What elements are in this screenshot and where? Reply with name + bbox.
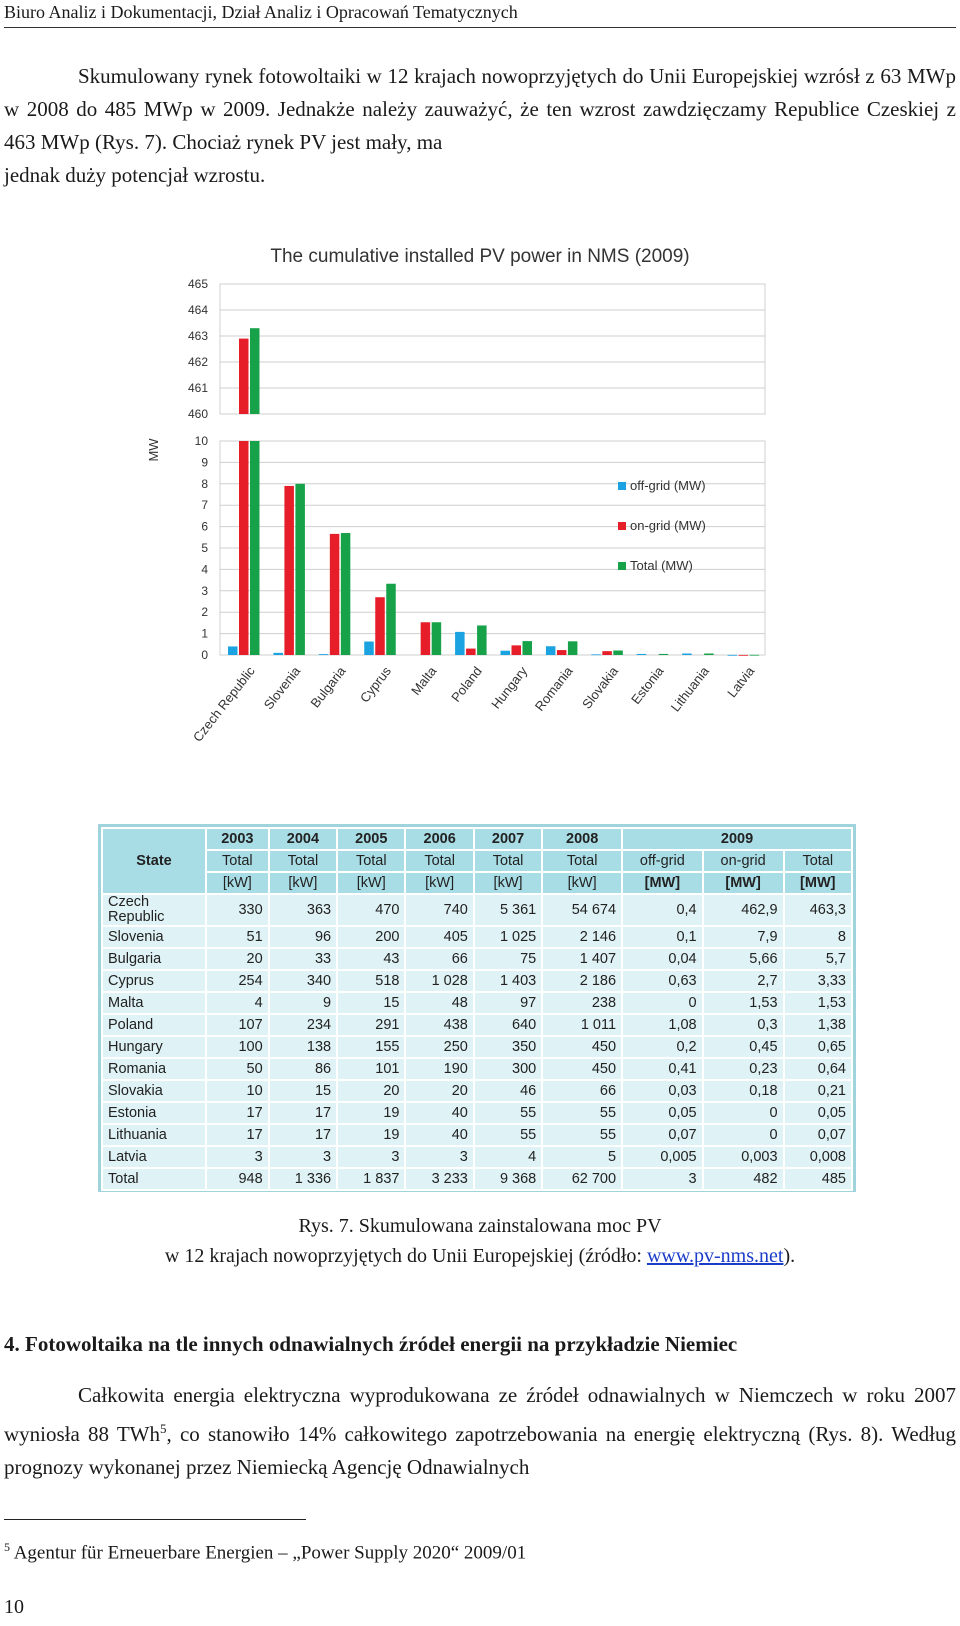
table-cell-state [102, 948, 206, 970]
figure-caption-line-1: Rys. 7. Skumulowana zainstalowana moc PV [298, 1215, 662, 1237]
table-cell: 46 [474, 1080, 542, 1102]
y-axis-label: MW [146, 438, 161, 462]
table-cell: 450 [542, 1036, 622, 1058]
table-cell: 0,005 [622, 1146, 703, 1168]
table-unit-mw: [MW] [622, 872, 703, 894]
page-number: 10 [4, 1596, 24, 1618]
table-cell: 200 [337, 926, 405, 948]
bar-2 [704, 654, 714, 655]
table-cell: 1,38 [784, 1014, 852, 1036]
table-cell: 640 [474, 1014, 542, 1036]
intro-line-1: Skumulowany rynek fotowoltaiki w 12 krajach nowoprzyjętych do Unii Europejskiej [78, 64, 799, 88]
table-unit-kw: [kW] [542, 872, 622, 894]
legend-label: on-grid (MW) [630, 518, 706, 533]
footnote-divider [4, 1519, 306, 1520]
bar-1 [421, 622, 431, 655]
bar-2 [523, 641, 533, 655]
table-cell: 15 [337, 992, 405, 1014]
bar-0 [682, 654, 692, 655]
table-unit-mw: [MW] [784, 872, 852, 894]
table-cell: 62 700 [542, 1168, 622, 1190]
section-line-1: Całkowita energia elektryczna wyprodukowana ze źródeł odnawialnych w Niemczech [78, 1383, 834, 1407]
table-cell: 10 [206, 1080, 269, 1102]
table-cell: 19 [337, 1124, 405, 1146]
table-cell: 0,63 [622, 970, 703, 992]
table-row [102, 926, 852, 948]
bar-1 [284, 486, 294, 655]
table-cell-state [102, 992, 206, 1014]
table-cell: 8 [784, 926, 852, 948]
bar-0 [364, 642, 374, 655]
figure-caption-line-2 [0, 1245, 960, 1268]
table-cell: 66 [542, 1080, 622, 1102]
table-header-total-2009: Total [784, 850, 852, 872]
table-cell: 5 361 [474, 894, 542, 926]
table-cell-state [102, 1058, 206, 1080]
table-cell: 33 [269, 948, 337, 970]
table-cell: 300 [474, 1058, 542, 1080]
table-cell: 54 674 [542, 894, 622, 926]
bar-2-upper [250, 328, 260, 414]
table-cell: 7,9 [703, 926, 784, 948]
table-cell-state [102, 1080, 206, 1102]
table-row [102, 948, 852, 970]
table-cell: 1 837 [337, 1168, 405, 1190]
table-cell: 9 368 [474, 1168, 542, 1190]
state-name: Bulgaria [108, 950, 162, 967]
table-cell: 5,7 [784, 948, 852, 970]
table-cell: 97 [474, 992, 542, 1014]
state-name: Lithuania [108, 1126, 167, 1143]
footnote [4, 1540, 526, 1564]
intro-line-4: jednak duży potencjał wzrostu. [4, 163, 266, 187]
table-unit-kw: [kW] [474, 872, 542, 894]
bar-2 [568, 641, 578, 655]
state-name: Latvia [108, 1148, 147, 1165]
state-name: Total [108, 1170, 139, 1187]
bar-0 [728, 655, 738, 656]
table-cell: 250 [405, 1036, 473, 1058]
bar-0 [591, 654, 601, 655]
state-name: Romania [108, 1060, 167, 1077]
caption-suffix: ). [783, 1245, 796, 1267]
table-cell: 0,04 [622, 948, 703, 970]
state-name: Cyprus [108, 972, 154, 989]
source-link[interactable]: www.pv-nms.net [646, 1245, 784, 1267]
table-body [102, 894, 852, 1190]
x-tick-label: Czech Republic [189, 663, 258, 745]
table-cell: 291 [337, 1014, 405, 1036]
bar-2 [750, 655, 760, 656]
table-cell: 450 [542, 1058, 622, 1080]
table-header-off-grid: off-grid [622, 850, 703, 872]
state-name: Republic [108, 909, 165, 925]
section-heading: 4. Fotowoltaika na tle innych odnawialnych źródeł energii na przykładzie Niemiec [4, 1332, 738, 1356]
y-tick-label: 5 [201, 541, 208, 555]
bar-2 [295, 484, 305, 655]
table-cell: 1 011 [542, 1014, 622, 1036]
x-tick-label: Estonia [628, 663, 667, 708]
table-cell: 3 [269, 1146, 337, 1168]
table-cell: 0,64 [784, 1058, 852, 1080]
section-line-3: elektryczną (Rys. 8). Według prognozy wykonanej przez Niemiecką Agencję Odnawialnych [4, 1422, 957, 1479]
y-tick-label: 465 [187, 277, 208, 291]
table-cell: 0,3 [703, 1014, 784, 1036]
bar-2 [659, 654, 669, 655]
table-cell: 17 [269, 1124, 337, 1146]
table-unit-mw: [MW] [703, 872, 784, 894]
table-cell: 405 [405, 926, 473, 948]
plot-area-upper [220, 284, 765, 414]
table-cell: 155 [337, 1036, 405, 1058]
table-cell: 17 [269, 1102, 337, 1124]
legend-swatch [618, 562, 626, 570]
legend-swatch [618, 522, 626, 530]
y-tick-label: 464 [187, 303, 208, 317]
table-cell: 55 [542, 1124, 622, 1146]
table-cell: 3 [622, 1168, 703, 1190]
table-header-year-2009: 2009 [622, 828, 852, 850]
table-cell: 17 [206, 1102, 269, 1124]
y-tick-label: 8 [201, 476, 208, 491]
bar-1 [739, 655, 749, 656]
table-cell: 4 [474, 1146, 542, 1168]
table-cell: 3 [206, 1146, 269, 1168]
bar-1-upper [239, 339, 249, 414]
table-row [102, 1102, 852, 1124]
table-header-state: State [102, 828, 206, 894]
table-cell-state [102, 926, 206, 948]
state-name: Slovenia [108, 928, 164, 945]
x-tick-label: Romania [531, 663, 576, 714]
table-cell: 363 [269, 894, 337, 926]
table-cell: 101 [337, 1058, 405, 1080]
table-header-total: Total [405, 850, 473, 872]
table-row [102, 1080, 852, 1102]
table-cell: 0,05 [622, 1102, 703, 1124]
table-unit-kw: [kW] [269, 872, 337, 894]
table-cell: 0,03 [622, 1080, 703, 1102]
table-cell: 1 336 [269, 1168, 337, 1190]
table-cell: 1,53 [784, 992, 852, 1014]
table-cell: 238 [542, 992, 622, 1014]
table-cell: 15 [269, 1080, 337, 1102]
table-cell: 485 [784, 1168, 852, 1190]
y-tick-label: 3 [201, 583, 208, 598]
table-row [102, 1036, 852, 1058]
running-header: Biuro Analiz i Dokumentacji, Dział Analiz i Opracowań Tematycznych [4, 2, 956, 28]
table-cell: 2 146 [542, 926, 622, 948]
y-tick-label: 7 [201, 498, 208, 513]
y-tick-label: 460 [187, 407, 208, 421]
legend-label: off-grid (MW) [630, 478, 706, 493]
table-cell: 190 [405, 1058, 473, 1080]
y-tick-label: 6 [201, 519, 208, 534]
bar-2 [613, 651, 623, 655]
section-line-2a: w roku 2007 wyniosła 88 TWh [4, 1383, 956, 1446]
table-cell: 66 [405, 948, 473, 970]
table-cell: 17 [206, 1124, 269, 1146]
y-tick-label: 461 [187, 381, 208, 395]
table-cell: 55 [474, 1124, 542, 1146]
x-tick-label: Slovakia [579, 663, 622, 712]
table-cell: 20 [206, 948, 269, 970]
x-tick-label: Hungary [488, 663, 531, 712]
y-tick-label: 9 [201, 455, 208, 470]
table-cell: 0,003 [703, 1146, 784, 1168]
table-cell: 0 [703, 1102, 784, 1124]
table-cell: 55 [474, 1102, 542, 1124]
table-cell: 55 [542, 1102, 622, 1124]
table-cell: 51 [206, 926, 269, 948]
table-row [102, 1168, 852, 1190]
y-tick-label: 0 [201, 648, 208, 662]
bar-2 [386, 584, 396, 655]
x-tick-label: Slovenia [260, 663, 304, 713]
pv-table [98, 824, 856, 1192]
intro-line-3: zawdzięczamy Republice Czeskiej z 463 MWp (Rys. 7). Chociaż rynek PV jest mały, ma [4, 97, 956, 154]
table-row [102, 1014, 852, 1036]
table-header-total: Total [206, 850, 269, 872]
table-cell-state [102, 1124, 206, 1146]
bar-1 [466, 649, 476, 655]
table-header-year: 2007 [474, 828, 542, 850]
table-cell: 19 [337, 1102, 405, 1124]
table-cell: 100 [206, 1036, 269, 1058]
footnote-ref[interactable]: 5 [160, 1421, 167, 1436]
table-cell: 463,3 [784, 894, 852, 926]
bar-0 [546, 646, 556, 655]
table-cell: 107 [206, 1014, 269, 1036]
table-cell: 5,66 [703, 948, 784, 970]
y-tick-label: 2 [201, 605, 208, 620]
table-cell: 482 [703, 1168, 784, 1190]
table-cell: 50 [206, 1058, 269, 1080]
table-header-total: Total [542, 850, 622, 872]
table-cell: 0,2 [622, 1036, 703, 1058]
table-cell: 0,65 [784, 1036, 852, 1058]
table-cell: 1 403 [474, 970, 542, 992]
table-cell: 740 [405, 894, 473, 926]
state-name: Malta [108, 994, 144, 1011]
table-cell: 2 186 [542, 970, 622, 992]
table-cell: 254 [206, 970, 269, 992]
state-name: Hungary [108, 1038, 163, 1055]
bar-2 [477, 625, 487, 655]
x-tick-label: Latvia [724, 663, 758, 701]
y-tick-label: 1 [201, 626, 208, 641]
bar-1 [512, 645, 522, 655]
footnote-number: 5 [4, 1540, 10, 1554]
table-header-years [102, 828, 852, 850]
table-cell: 9 [269, 992, 337, 1014]
table-cell: 330 [206, 894, 269, 926]
table-cell: 3,33 [784, 970, 852, 992]
table-header-units [102, 872, 852, 894]
table-header-year: 2004 [269, 828, 337, 850]
table-header-year: 2005 [337, 828, 405, 850]
table-cell-state [102, 1102, 206, 1124]
table-cell: 3 233 [405, 1168, 473, 1190]
table-cell: 3 [405, 1146, 473, 1168]
table-row [102, 992, 852, 1014]
x-tick-label: Bulgaria [307, 663, 349, 711]
table-cell-state [102, 1014, 206, 1036]
table-unit-kw: [kW] [405, 872, 473, 894]
table-row [102, 894, 852, 926]
x-tick-label: Poland [448, 663, 485, 705]
table-cell: 1,08 [622, 1014, 703, 1036]
table-cell: 0,23 [703, 1058, 784, 1080]
bar-1 [330, 534, 340, 655]
chart-title: The cumulative installed PV power in NMS (2009) [270, 246, 690, 267]
table-cell: 1 025 [474, 926, 542, 948]
table-header-total: Total [337, 850, 405, 872]
bar-0 [501, 651, 511, 655]
bar-0 [319, 654, 329, 655]
table-cell: 96 [269, 926, 337, 948]
table-cell: 0,4 [622, 894, 703, 926]
table-cell: 3 [337, 1146, 405, 1168]
table-cell: 48 [405, 992, 473, 1014]
table-cell: 470 [337, 894, 405, 926]
table-cell: 948 [206, 1168, 269, 1190]
y-tick-label: 4 [201, 562, 208, 577]
state-name: Estonia [108, 1104, 157, 1121]
table-cell: 0 [622, 992, 703, 1014]
table-cell: 5 [542, 1146, 622, 1168]
table-cell: 1 028 [405, 970, 473, 992]
bar-2 [432, 622, 442, 655]
table-cell: 0,05 [784, 1102, 852, 1124]
table-cell-state [102, 894, 206, 926]
table-cell: 43 [337, 948, 405, 970]
table-header-year: 2003 [206, 828, 269, 850]
table-cell: 0,45 [703, 1036, 784, 1058]
table-cell: 40 [405, 1124, 473, 1146]
table-cell-state [102, 1146, 206, 1168]
table-row [102, 970, 852, 992]
y-tick-label: 10 [194, 434, 208, 448]
table-cell: 0,07 [784, 1124, 852, 1146]
table-header-on-grid: on-grid [703, 850, 784, 872]
table-cell: 0,41 [622, 1058, 703, 1080]
x-tick-label: Cyprus [356, 663, 395, 706]
intro-line-2: wzrósł z 63 MWp w 2008 do 485 MWp w 2009. Jednakże należy zauważyć, że ten wzrost [4, 64, 956, 121]
table-cell: 4 [206, 992, 269, 1014]
table-header-subtitles [102, 850, 852, 872]
pv-data-table [101, 827, 853, 1191]
bar-1 [375, 597, 385, 655]
table-cell: 438 [405, 1014, 473, 1036]
table-header-year: 2006 [405, 828, 473, 850]
table-cell: 0,18 [703, 1080, 784, 1102]
table-cell-state [102, 1036, 206, 1058]
bar-1 [239, 441, 249, 655]
table-row [102, 1124, 852, 1146]
table-cell: 340 [269, 970, 337, 992]
table-cell: 0,07 [622, 1124, 703, 1146]
table-header-total: Total [474, 850, 542, 872]
bar-0 [637, 654, 647, 655]
state-name: Poland [108, 1016, 154, 1033]
table-cell: 1,53 [703, 992, 784, 1014]
section-line-2b: , co stanowiło 14% całkowitego zapotrzebowania na energię [166, 1422, 696, 1446]
bar-0 [273, 653, 283, 655]
section-paragraph [4, 1379, 956, 1484]
state-name: Czech [108, 894, 150, 910]
table-cell-state [102, 970, 206, 992]
legend-label: Total (MW) [630, 558, 693, 573]
table-cell: 350 [474, 1036, 542, 1058]
table-cell: 462,9 [703, 894, 784, 926]
table-cell-state [102, 1168, 206, 1190]
table-cell: 0,21 [784, 1080, 852, 1102]
table-cell: 0,1 [622, 926, 703, 948]
table-cell: 0,008 [784, 1146, 852, 1168]
bar-1 [557, 650, 567, 655]
bar-2 [250, 441, 260, 655]
table-cell: 518 [337, 970, 405, 992]
table-cell: 86 [269, 1058, 337, 1080]
table-header-total: Total [269, 850, 337, 872]
bar-2 [341, 533, 351, 655]
x-tick-label: Malta [408, 663, 440, 698]
table-header-year: 2008 [542, 828, 622, 850]
y-tick-label: 463 [187, 329, 208, 343]
bar-0 [455, 632, 465, 655]
x-tick-label: Lithuania [667, 663, 712, 715]
table-cell: 40 [405, 1102, 473, 1124]
y-tick-label: 462 [187, 355, 208, 369]
legend-swatch [618, 482, 626, 490]
table-row [102, 1146, 852, 1168]
table-cell: 20 [337, 1080, 405, 1102]
table-cell: 2,7 [703, 970, 784, 992]
state-name: Slovakia [108, 1082, 163, 1099]
table-cell: 0 [703, 1124, 784, 1146]
pv-power-chart [140, 240, 800, 780]
table-cell: 75 [474, 948, 542, 970]
table-unit-kw: [kW] [206, 872, 269, 894]
table-row [102, 1058, 852, 1080]
table-cell: 234 [269, 1014, 337, 1036]
table-cell: 20 [405, 1080, 473, 1102]
table-unit-kw: [kW] [337, 872, 405, 894]
bar-0 [228, 646, 238, 655]
table-cell: 138 [269, 1036, 337, 1058]
footnote-text: Agentur für Erneuerbare Energien – „Power Supply 2020“ 2009/01 [13, 1542, 527, 1564]
table-cell: 1 407 [542, 948, 622, 970]
caption-prefix: w 12 krajach nowoprzyjętych do Unii Europejskiej (źródło: [164, 1245, 647, 1267]
intro-paragraph [4, 60, 956, 192]
bar-1 [602, 651, 612, 655]
